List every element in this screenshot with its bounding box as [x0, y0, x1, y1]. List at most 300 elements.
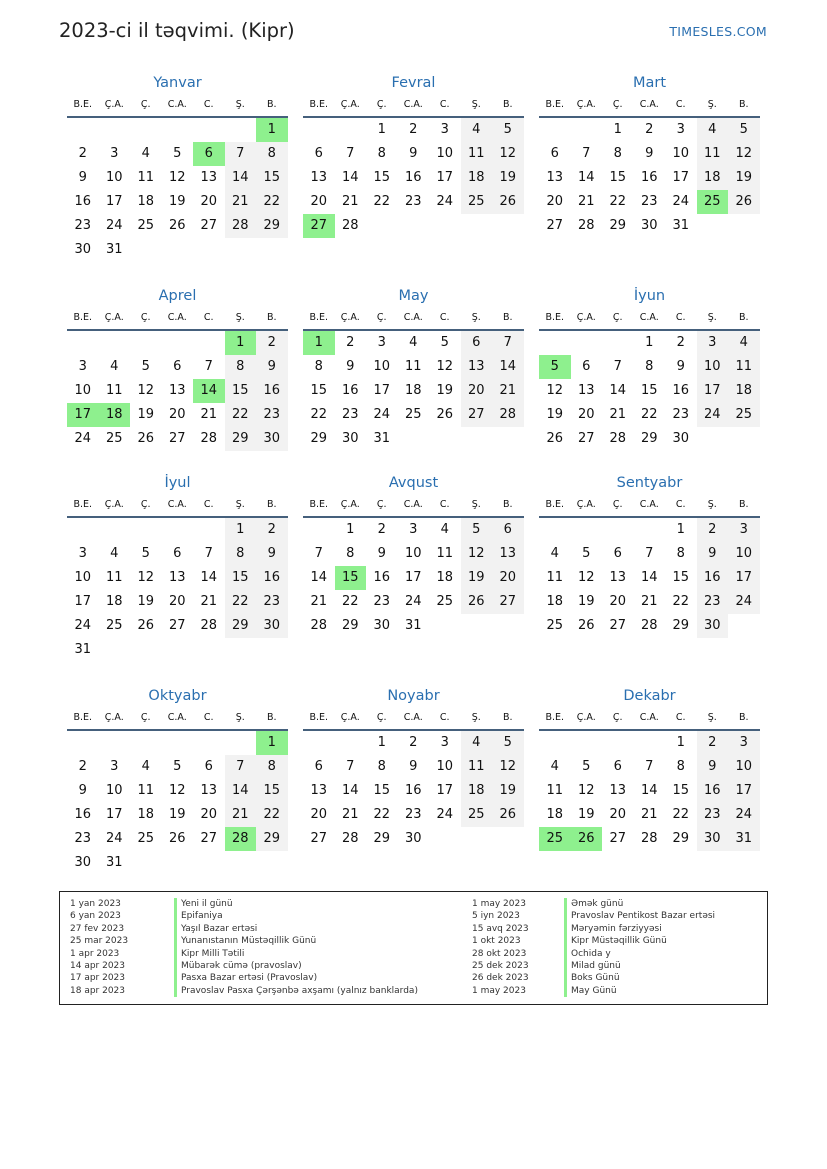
day-cell: 10 [74, 383, 92, 398]
day-cell: 21 [310, 594, 328, 609]
legend-date: 27 fev 2023 [70, 923, 125, 934]
day-cell: 6 [461, 331, 493, 355]
day-cell: 26 [546, 431, 564, 446]
day-cell: 27 [200, 218, 218, 233]
day-cell: 8 [225, 355, 257, 379]
weekday-label: B. [738, 312, 749, 323]
day-cell: 10 [105, 783, 123, 798]
day-cell: 20 [310, 194, 328, 209]
day-cell: 6 [582, 359, 591, 374]
legend-date: 25 mar 2023 [70, 936, 129, 947]
legend-date: 17 apr 2023 [70, 973, 126, 984]
legend-item [70, 910, 470, 922]
weekday-label: B.E. [309, 499, 329, 510]
empty-cell [162, 518, 194, 542]
day-cell: 24 [105, 218, 123, 233]
empty-cell [67, 731, 99, 755]
empty-cell [602, 518, 634, 542]
day-cell: 11 [461, 142, 493, 166]
day-cell: 1 [346, 522, 355, 537]
weekday-label: B. [266, 712, 277, 723]
day-cell: 23 [404, 807, 422, 822]
weekday-label: C. [439, 499, 450, 510]
legend-holiday-name: May Günü [564, 985, 617, 997]
legend-item [70, 898, 470, 910]
day-cell: 29 [256, 214, 288, 238]
day-cell: 7 [225, 142, 257, 166]
weekday-label: B.E. [545, 312, 565, 323]
weekday-label: C. [675, 99, 686, 110]
empty-cell [539, 331, 571, 355]
day-cell: 29 [672, 831, 690, 846]
day-cell: 30 [404, 831, 422, 846]
day-cell: 30 [341, 431, 359, 446]
month-name: Oktyabr [148, 688, 207, 704]
day-cell: 1 [225, 518, 257, 542]
month-name: May [398, 288, 429, 304]
day-cell: 31 [74, 642, 92, 657]
day-cell: 25 [728, 403, 760, 427]
month-name: İyun [633, 288, 666, 304]
day-cell: 9 [697, 542, 729, 566]
day-cell: 17 [436, 170, 454, 185]
legend-holiday-name: Yeni il günü [174, 898, 233, 910]
day-cell: 12 [492, 142, 524, 166]
weekday-label: Ç.A. [576, 99, 596, 110]
legend-item [472, 972, 762, 984]
day-cell: 26 [492, 190, 524, 214]
day-cell: 22 [256, 190, 288, 214]
day-cell: 1 [613, 122, 622, 137]
empty-cell [225, 118, 257, 142]
holiday-day: 25 [697, 190, 729, 214]
day-cell: 24 [728, 803, 760, 827]
day-cell: 8 [377, 759, 386, 774]
holiday-day: 15 [335, 566, 367, 590]
day-cell: 12 [492, 755, 524, 779]
day-cell: 19 [461, 566, 493, 590]
weekday-label: B.E. [545, 99, 565, 110]
day-cell: 27 [546, 218, 564, 233]
day-grid [303, 118, 524, 238]
day-cell: 13 [310, 783, 328, 798]
day-cell: 18 [105, 594, 123, 609]
weekday-label: B.E. [545, 499, 565, 510]
day-grid [67, 118, 288, 262]
month-8 [303, 472, 524, 638]
day-cell: 15 [256, 166, 288, 190]
day-cell: 1 [645, 335, 654, 350]
day-cell: 27 [168, 618, 186, 633]
weekday-label: Ş. [471, 312, 481, 323]
legend-date: 26 dek 2023 [472, 973, 529, 984]
day-cell: 17 [436, 783, 454, 798]
day-cell: 7 [645, 759, 654, 774]
empty-cell [634, 731, 666, 755]
weekday-label: B. [502, 312, 513, 323]
day-cell: 28 [341, 218, 359, 233]
legend-date: 1 apr 2023 [70, 948, 120, 959]
day-cell: 6 [613, 759, 622, 774]
empty-cell [99, 118, 131, 142]
day-cell: 13 [168, 570, 186, 585]
day-cell: 22 [640, 407, 658, 422]
day-cell: 13 [200, 170, 218, 185]
empty-cell [67, 518, 99, 542]
weekday-label: Ç.A. [104, 312, 124, 323]
day-cell: 19 [492, 166, 524, 190]
day-cell: 31 [105, 855, 123, 870]
month-12 [539, 685, 760, 851]
weekday-label: Ç. [376, 499, 387, 510]
weekday-label: Ş. [235, 312, 245, 323]
day-cell: 31 [105, 242, 123, 257]
day-cell: 11 [137, 783, 155, 798]
weekday-label: C. [439, 99, 450, 110]
day-cell: 15 [609, 170, 627, 185]
day-cell: 3 [728, 731, 760, 755]
weekday-label: Ş. [235, 99, 245, 110]
weekday-label: Ş. [471, 712, 481, 723]
day-cell: 3 [377, 335, 386, 350]
day-cell: 16 [373, 570, 391, 585]
legend-holiday-name: Əmək günü [564, 898, 623, 910]
day-grid [539, 118, 760, 238]
weekday-label: Ç. [376, 712, 387, 723]
month-10 [67, 685, 288, 875]
day-cell: 6 [173, 546, 182, 561]
day-cell: 3 [409, 522, 418, 537]
day-cell: 19 [546, 407, 564, 422]
month-11 [303, 685, 524, 851]
weekday-header [67, 707, 288, 731]
legend-item [472, 948, 762, 960]
day-cell: 19 [168, 194, 186, 209]
weekday-header [303, 707, 524, 731]
day-cell: 24 [404, 594, 422, 609]
day-cell: 31 [728, 827, 760, 851]
empty-cell [571, 331, 603, 355]
day-cell: 27 [492, 590, 524, 614]
weekday-header [67, 494, 288, 518]
day-cell: 14 [341, 170, 359, 185]
weekday-label: C. [203, 312, 214, 323]
day-cell: 20 [168, 407, 186, 422]
weekday-label: B. [502, 499, 513, 510]
legend-column-right [472, 898, 762, 997]
day-cell: 8 [676, 759, 685, 774]
empty-cell [539, 731, 571, 755]
day-cell: 9 [346, 359, 355, 374]
day-cell: 13 [609, 783, 627, 798]
day-cell: 4 [110, 359, 119, 374]
legend-holiday-name: Kipr Milli Tətili [174, 948, 244, 960]
legend-date: 28 okt 2023 [472, 948, 527, 959]
day-cell: 26 [728, 190, 760, 214]
weekday-label: B.E. [73, 99, 93, 110]
day-cell: 27 [461, 403, 493, 427]
day-cell: 11 [105, 383, 123, 398]
empty-cell [162, 331, 194, 355]
legend-holiday-name: Kipr Müstəqillik Günü [564, 935, 667, 947]
empty-cell [571, 518, 603, 542]
day-cell: 20 [168, 594, 186, 609]
day-cell: 13 [168, 383, 186, 398]
day-cell: 2 [645, 122, 654, 137]
day-cell: 4 [110, 546, 119, 561]
holiday-legend [59, 891, 768, 1005]
weekday-label: Ç. [140, 499, 151, 510]
day-cell: 4 [728, 331, 760, 355]
day-cell: 15 [672, 783, 690, 798]
day-cell: 26 [577, 618, 595, 633]
day-cell: 6 [314, 759, 323, 774]
day-cell: 14 [577, 170, 595, 185]
day-cell: 5 [440, 335, 449, 350]
weekday-label: Ç. [376, 312, 387, 323]
day-grid [67, 331, 288, 451]
weekday-header [539, 494, 760, 518]
day-grid [303, 518, 524, 638]
day-cell: 24 [672, 194, 690, 209]
day-cell: 14 [225, 779, 257, 803]
day-cell: 21 [577, 194, 595, 209]
day-cell: 20 [461, 379, 493, 403]
weekday-label: C.A. [403, 99, 423, 110]
day-cell: 25 [404, 407, 422, 422]
day-cell: 12 [436, 359, 454, 374]
day-cell: 4 [141, 146, 150, 161]
holiday-day: 28 [225, 827, 257, 851]
day-cell: 11 [461, 755, 493, 779]
day-cell: 7 [204, 359, 213, 374]
holiday-day: 1 [303, 331, 335, 355]
weekday-label: B. [502, 712, 513, 723]
empty-cell [193, 731, 225, 755]
month-3 [539, 72, 760, 238]
day-grid [539, 518, 760, 638]
day-cell: 29 [672, 618, 690, 633]
day-cell: 9 [256, 355, 288, 379]
month-name: İyul [164, 475, 191, 491]
day-cell: 2 [78, 146, 87, 161]
day-cell: 16 [256, 566, 288, 590]
day-cell: 26 [461, 590, 493, 614]
month-1 [67, 72, 288, 262]
weekday-label: B.E. [309, 312, 329, 323]
legend-date: 15 avq 2023 [472, 923, 529, 934]
weekday-label: Ç. [140, 712, 151, 723]
day-cell: 20 [200, 807, 218, 822]
day-cell: 5 [141, 359, 150, 374]
weekday-label: B.E. [73, 712, 93, 723]
empty-cell [571, 731, 603, 755]
weekday-label: C.A. [403, 499, 423, 510]
day-cell: 6 [204, 759, 213, 774]
empty-cell [130, 731, 162, 755]
day-cell: 14 [310, 570, 328, 585]
day-cell: 13 [577, 383, 595, 398]
day-cell: 28 [640, 618, 658, 633]
day-cell: 15 [672, 570, 690, 585]
day-cell: 11 [728, 355, 760, 379]
day-cell: 17 [728, 566, 760, 590]
day-cell: 10 [436, 146, 454, 161]
day-cell: 4 [697, 118, 729, 142]
day-cell: 2 [697, 518, 729, 542]
day-cell: 9 [697, 755, 729, 779]
day-cell: 7 [346, 759, 355, 774]
day-cell: 28 [577, 218, 595, 233]
day-cell: 19 [436, 383, 454, 398]
day-cell: 22 [672, 807, 690, 822]
day-cell: 17 [404, 570, 422, 585]
day-cell: 12 [137, 383, 155, 398]
day-cell: 1 [377, 735, 386, 750]
day-cell: 10 [373, 359, 391, 374]
weekday-label: B.E. [309, 99, 329, 110]
site-link[interactable]: TIMESLES.COM [669, 24, 767, 39]
day-cell: 16 [697, 779, 729, 803]
legend-holiday-name: Yaşıl Bazar ertəsi [174, 923, 257, 935]
day-cell: 5 [728, 118, 760, 142]
day-cell: 22 [373, 807, 391, 822]
day-cell: 7 [582, 146, 591, 161]
month-name: Avqust [388, 475, 439, 491]
day-cell: 18 [728, 379, 760, 403]
weekday-label: C.A. [403, 312, 423, 323]
weekday-label: B. [502, 99, 513, 110]
day-cell: 29 [341, 618, 359, 633]
legend-holiday-name: Mübarək cümə (pravoslav) [174, 960, 302, 972]
day-cell: 4 [550, 546, 559, 561]
weekday-label: B. [738, 99, 749, 110]
day-cell: 20 [492, 566, 524, 590]
day-cell: 21 [492, 379, 524, 403]
day-cell: 5 [141, 546, 150, 561]
weekday-label: B. [266, 499, 277, 510]
day-cell: 19 [492, 779, 524, 803]
day-cell: 19 [728, 166, 760, 190]
weekday-label: Ş. [235, 499, 245, 510]
day-cell: 8 [346, 546, 355, 561]
day-cell: 13 [609, 570, 627, 585]
day-cell: 23 [640, 194, 658, 209]
day-cell: 19 [168, 807, 186, 822]
day-cell: 29 [225, 427, 257, 451]
weekday-label: Ç.A. [576, 312, 596, 323]
empty-cell [303, 518, 335, 542]
empty-cell [539, 518, 571, 542]
day-cell: 4 [440, 522, 449, 537]
day-cell: 17 [74, 594, 92, 609]
day-grid [303, 331, 524, 451]
weekday-label: Ş. [707, 99, 717, 110]
day-grid [303, 731, 524, 851]
day-cell: 1 [676, 735, 685, 750]
day-cell: 14 [640, 783, 658, 798]
holiday-day: 1 [256, 731, 288, 755]
empty-cell [130, 518, 162, 542]
day-cell: 4 [550, 759, 559, 774]
day-cell: 16 [74, 194, 92, 209]
day-cell: 10 [74, 570, 92, 585]
day-cell: 26 [436, 407, 454, 422]
day-cell: 7 [613, 359, 622, 374]
legend-date: 1 may 2023 [472, 899, 526, 909]
legend-date: 1 okt 2023 [472, 936, 521, 947]
day-cell: 28 [492, 403, 524, 427]
day-grid [67, 731, 288, 875]
day-cell: 13 [492, 542, 524, 566]
legend-item [70, 985, 470, 997]
month-4 [67, 285, 288, 451]
day-cell: 2 [256, 331, 288, 355]
day-cell: 26 [137, 431, 155, 446]
empty-cell [539, 118, 571, 142]
legend-date: 1 yan 2023 [70, 899, 121, 909]
day-cell: 28 [225, 214, 257, 238]
day-cell: 3 [440, 122, 449, 137]
legend-date: 6 yan 2023 [70, 911, 121, 922]
weekday-label: Ç.A. [340, 312, 360, 323]
day-cell: 2 [78, 759, 87, 774]
day-cell: 16 [74, 807, 92, 822]
day-grid [539, 331, 760, 451]
day-cell: 13 [461, 355, 493, 379]
empty-cell [193, 118, 225, 142]
day-cell: 19 [577, 594, 595, 609]
day-cell: 29 [225, 614, 257, 638]
empty-cell [162, 731, 194, 755]
day-cell: 8 [256, 142, 288, 166]
day-cell: 3 [78, 546, 87, 561]
day-cell: 30 [697, 614, 729, 638]
day-cell: 23 [74, 218, 92, 233]
weekday-label: C. [675, 712, 686, 723]
legend-item [70, 923, 470, 935]
day-cell: 2 [346, 335, 355, 350]
holiday-day: 26 [571, 827, 603, 851]
day-cell: 20 [577, 407, 595, 422]
day-cell: 23 [256, 403, 288, 427]
weekday-label: Ç.A. [104, 499, 124, 510]
day-cell: 22 [373, 194, 391, 209]
holiday-day: 6 [193, 142, 225, 166]
day-cell: 21 [341, 807, 359, 822]
weekday-header [539, 94, 760, 118]
month-2 [303, 72, 524, 238]
day-grid [67, 518, 288, 662]
day-cell: 21 [200, 407, 218, 422]
day-cell: 30 [640, 218, 658, 233]
day-cell: 25 [461, 803, 493, 827]
day-cell: 5 [173, 759, 182, 774]
weekday-label: B. [738, 712, 749, 723]
day-cell: 24 [74, 431, 92, 446]
day-cell: 30 [74, 855, 92, 870]
day-cell: 2 [409, 122, 418, 137]
day-cell: 3 [78, 359, 87, 374]
day-cell: 30 [256, 427, 288, 451]
day-cell: 27 [609, 618, 627, 633]
day-cell: 25 [105, 431, 123, 446]
day-cell: 23 [697, 803, 729, 827]
weekday-header [303, 494, 524, 518]
day-cell: 21 [609, 407, 627, 422]
day-cell: 22 [225, 590, 257, 614]
day-cell: 25 [546, 618, 564, 633]
